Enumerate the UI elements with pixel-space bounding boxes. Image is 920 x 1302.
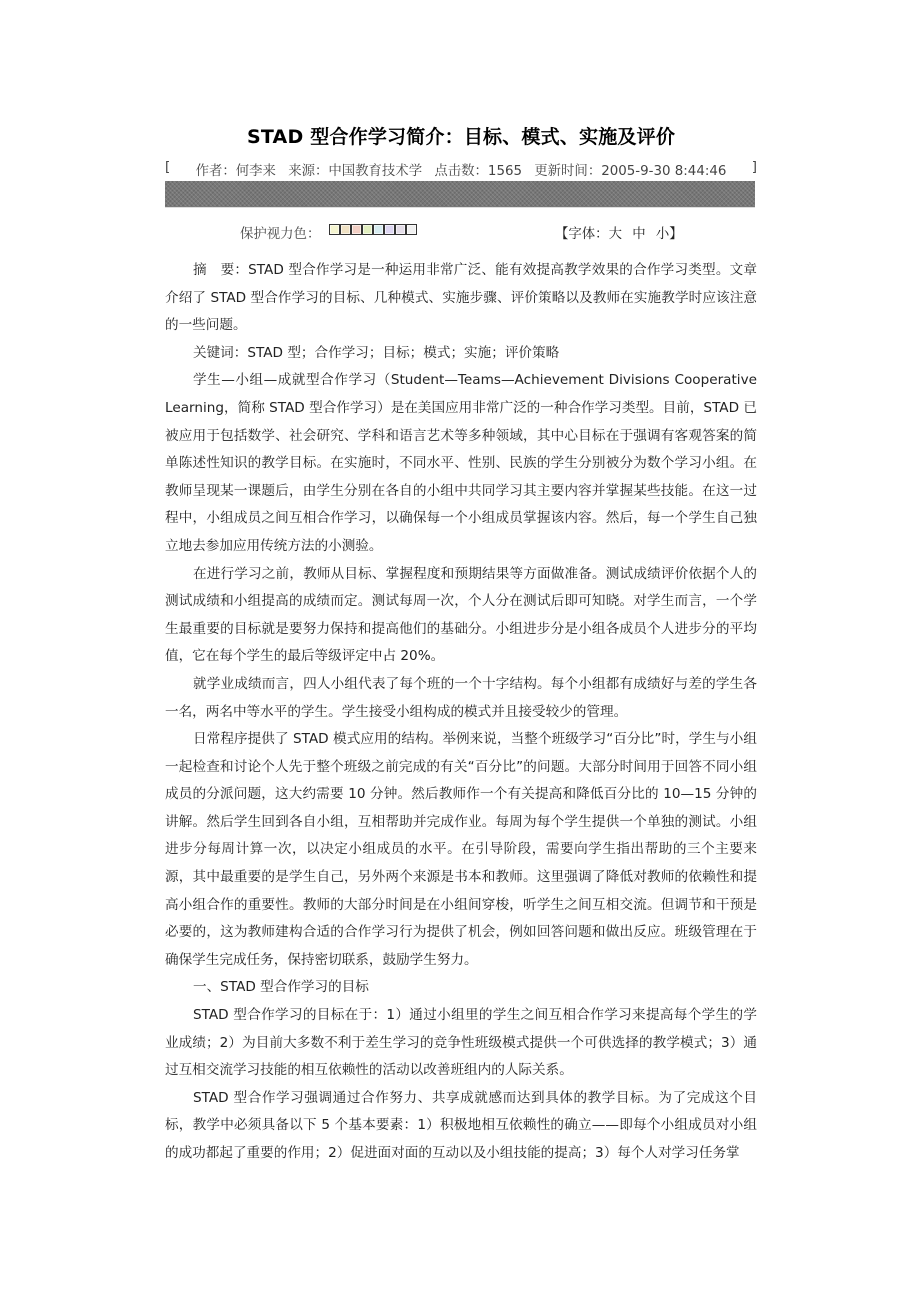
section-heading: 一、STAD 型合作学习的目标 <box>193 979 369 996</box>
font-size-medium-link[interactable]: 中 <box>632 227 646 242</box>
eye-care-color-swatches <box>329 224 417 235</box>
color-swatch-5[interactable] <box>373 224 384 235</box>
keywords-paragraph: 关键词：STAD 型；合作学习；目标；模式；实施；评价策略 <box>193 344 560 361</box>
eye-care-label: 保护视力色： <box>240 227 321 242</box>
meta-close-bracket: ] <box>751 160 757 175</box>
body-paragraph: 就学业成绩而言，四人小组代表了每个班的一个十字结构。每个小组都有成绩好与差的学生各一名，两名中等水平的学生。学生接受小组构成的模式并且接受较少的管理。 <box>165 675 757 720</box>
font-size-close: 】 <box>669 227 683 242</box>
font-size-large-link[interactable]: 大 <box>608 227 622 242</box>
body-paragraph: 学生—小组—成就型合作学习（Student—Teams—Achievement Divisions Cooperative Learning，简称 STAD 型合作学习）是在美国应用非常广泛的一种合作学习类型。目前，STAD 已被应用于包括数学、社会研究、学科和语言艺术等多种领域，其中心目标在于强调有客观答案的简单陈述性知识的教学目标。在实施时，不同水平、性别、民族的学生分别被分为数个学习小组。在教师呈现某一课题后，由学生分别在各自的小组中共同学习其主要内容并掌握某些技能。在这一过程中，小组成员之间互相合作学习，以确保每一个小组成员掌握该内容。然后，每一个学生自己独立地去参加应用传统方法的小测验。 <box>165 372 757 554</box>
color-swatch-6[interactable] <box>384 224 395 235</box>
meta-source: 来源：中国教育技术学 <box>288 164 423 179</box>
font-size-open: 【字体： <box>555 227 609 242</box>
reading-tools <box>165 223 757 243</box>
color-swatch-2[interactable] <box>340 224 351 235</box>
meta-clicks: 点击数：1565 <box>434 164 522 179</box>
color-swatch-4[interactable] <box>362 224 373 235</box>
meta-info <box>196 160 727 179</box>
color-swatch-1[interactable] <box>329 224 340 235</box>
meta-updated: 更新时间：2005-9-30 8:44:46 <box>534 164 727 179</box>
body-paragraph: STAD 型合作学习的目标在于：1）通过小组里的学生之间互相合作学习来提高每个学生的学业成绩；2）为目前大多数不利于差生学习的竞争性班级模式提供一个可供选择的教学模式；3）通过互相交流学习技能的相互依赖性的活动以改善班组内的人际关系。 <box>165 1007 757 1079</box>
abstract-paragraph: 摘 要：STAD 型合作学习是一种运用非常广泛、能有效提高教学效果的合作学习类型。文章介绍了 STAD 型合作学习的目标、几种模式、实施步骤、评价策略以及教师在实施教学时应该注意的一些问题。 <box>165 262 757 334</box>
color-swatch-3[interactable] <box>351 224 362 235</box>
color-swatch-8[interactable] <box>406 224 417 235</box>
article-meta <box>165 160 757 179</box>
font-size-small-link[interactable]: 小 <box>655 227 670 242</box>
meta-author: 作者：何李来 <box>195 164 276 179</box>
meta-open-bracket: [ <box>165 160 171 175</box>
body-paragraph: STAD 型合作学习强调通过合作努力、共享成就感而达到具体的教学目标。为了完成这个目标，教学中必须具备以下 5 个基本要素：1）积极地相互依赖性的确立——即每个小组成员对小组的成功都起了重要的作用；2）促进面对面的互动以及小组技能的提高；3）每个人对学习任务掌 <box>165 1089 757 1161</box>
body-paragraph: 在进行学习之前，教师从目标、掌握程度和预期结果等方面做准备。测试成绩评价依据个人的测试成绩和小组提高的成绩而定。测试每周一次，个人分在测试后即可知晓。对学生而言，一个学生最重要的目标就是要努力保持和提高他们的基础分。小组进步分是小组各成员个人进步分的平均值，它在每个学生的最后等级评定中占 20%。 <box>165 565 757 665</box>
font-size-selector <box>555 223 689 242</box>
color-swatch-7[interactable] <box>395 224 406 235</box>
header-divider-bar <box>165 181 755 208</box>
body-paragraph: 日常程序提供了 STAD 模式应用的结构。举例来说，当整个班级学习“百分比”时，学生与小组一起检查和讨论个人先于整个班级之前完成的有关“百分比”的问题。大部分时间用于回答不同小组成员的分派问题，这大约需要 10 分钟。然后教师作一个有关提高和降低百分比的 10—15 分钟的讲解。然后学生回到各自小组，互相帮助并完成作业。每周为每个学生提供一个单独的测试。小组进步分每周计算一次，以决定小组成员的水平。在引导阶段，需要向学生指出帮助的三个主要来源，其中最重要的是学生自己，另外两个来源是书本和教师。这里强调了降低对教师的依赖性和提高小组合作的重要性。教师的大部分时间是在小组间穿梭，听学生之间互相交流。但调节和干预是必要的，这为教师建构合适的合作学习行为提供了机会，例如回答问题和做出反应。班级管理在于确保学生完成任务，保持密切联系，鼓励学生努力。 <box>165 731 757 968</box>
article-title: STAD 型合作学习简介：目标、模式、实施及评价 <box>246 126 676 148</box>
article-body <box>165 257 757 1168</box>
